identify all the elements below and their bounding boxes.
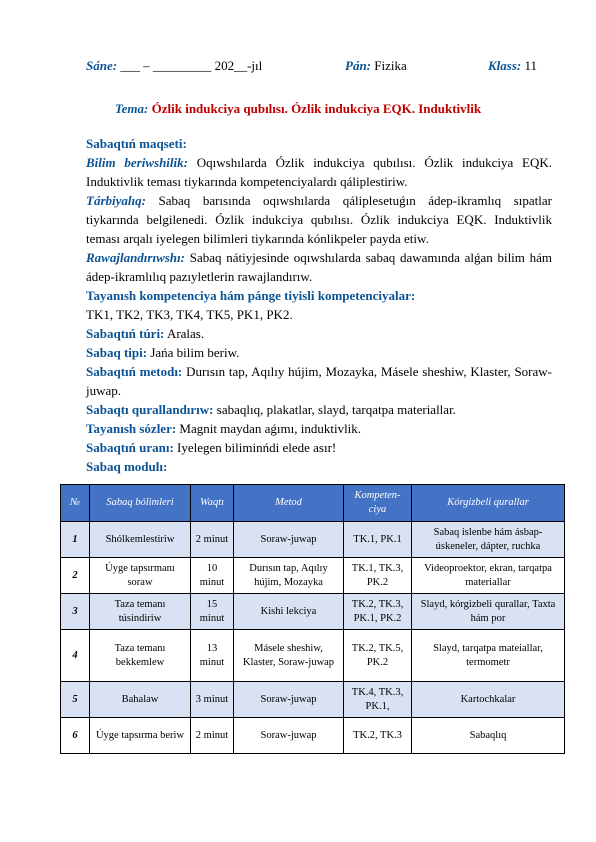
topic-line bbox=[0, 100, 596, 118]
keywords-label: Tayanısh sózler: bbox=[86, 421, 177, 436]
cell-time: 13 minut bbox=[191, 630, 234, 682]
motto-label: Sabaqtıń uranı: bbox=[86, 440, 174, 455]
subject-value: Fizika bbox=[374, 58, 407, 73]
table-row bbox=[61, 682, 565, 718]
table-header-row bbox=[61, 485, 565, 522]
column-header-sections: Sabaq bólimleri bbox=[90, 485, 191, 522]
table-row bbox=[61, 718, 565, 754]
development-label: Rawajlandırıwshı: bbox=[86, 250, 185, 265]
cell-time: 3 minut bbox=[191, 682, 234, 718]
upbringing-paragraph bbox=[86, 191, 552, 248]
cell-number: 1 bbox=[61, 522, 90, 558]
column-header-number: № bbox=[61, 485, 90, 522]
column-header-competence: Kompeten-ciya bbox=[344, 485, 412, 522]
kind-value: Jańa bilim beriw. bbox=[150, 345, 240, 360]
lesson-method bbox=[86, 362, 552, 400]
upbringing-text: Sabaq barısında oqıwshılarda qáliplesetuǵın ádep-ikramlıq sıpatlar tiykarında belgilenedi. Ózlik indukciya qubılısı. Ózlik indukciya EQK. Induktivlik teması arqalı iyelegen bilimleri tiykarında kónlikpeler payda etiw. bbox=[86, 193, 552, 246]
cell-section: Taza temanı bekkemlew bbox=[90, 630, 191, 682]
cell-visual-aids: Sabaq islenbe hám ásbap-úskeneler, dápter, ruchka bbox=[412, 522, 565, 558]
cell-competence: TK.1, PK.1 bbox=[344, 522, 412, 558]
table-row bbox=[61, 558, 565, 594]
cell-visual-aids: Videoproektor, ekran, tarqatpa materiallar bbox=[412, 558, 565, 594]
cell-number: 6 bbox=[61, 718, 90, 754]
upbringing-label: Tárbiyalıq: bbox=[86, 193, 146, 208]
topic-label: Tema: bbox=[114, 101, 149, 116]
cell-method: Durısın tap, Aqılıy hújim, Mozayka bbox=[234, 558, 344, 594]
cell-time: 10 minut bbox=[191, 558, 234, 594]
cell-time: 2 minut bbox=[191, 522, 234, 558]
aim-heading: Sabaqtıń maqseti: bbox=[86, 136, 187, 151]
lesson-type bbox=[86, 324, 552, 343]
column-header-visual-aids: Kórgizbeli qurallar bbox=[412, 485, 565, 522]
lesson-keywords bbox=[86, 419, 552, 438]
topic-title: Ózlik indukciya qubılısı. Ózlik indukciya EQK. Induktivlik bbox=[151, 101, 482, 116]
cell-method: Soraw-juwap bbox=[234, 718, 344, 754]
motto-value: Iyelegen biliminńdi elede asır! bbox=[177, 440, 337, 455]
cell-visual-aids: Slayd, tarqatpa mateiallar, termometr bbox=[412, 630, 565, 682]
education-paragraph bbox=[86, 153, 552, 191]
cell-method: Másele sheshiw, Klaster, Soraw-juwap bbox=[234, 630, 344, 682]
competence-heading: Tayanısh kompetenciya hám pánge tiyisli kompetenciyalar: bbox=[86, 288, 416, 303]
class-value: 11 bbox=[524, 58, 538, 73]
cell-number: 5 bbox=[61, 682, 90, 718]
keywords-value: Magnit maydan aǵımı, induktivlik. bbox=[179, 421, 362, 436]
class-label: Klass: bbox=[488, 58, 522, 73]
cell-section: Úyge tapsırmanı soraw bbox=[90, 558, 191, 594]
cell-competence: TK.2, TK.3 bbox=[344, 718, 412, 754]
competence-text: TK1, TK2, TK3, TK4, TK5, PK1, PK2. bbox=[86, 307, 293, 322]
cell-competence: TK.1, TK.3, PK.2 bbox=[344, 558, 412, 594]
type-value: Aralas. bbox=[166, 326, 205, 341]
cell-visual-aids: Kartochkalar bbox=[412, 682, 565, 718]
cell-section: Bahalaw bbox=[90, 682, 191, 718]
type-label: Sabaqtıń túri: bbox=[86, 326, 165, 341]
cell-method: Kishi lekciya bbox=[234, 594, 344, 630]
column-header-method: Metod bbox=[234, 485, 344, 522]
lesson-equipment bbox=[86, 400, 552, 419]
equipment-label: Sabaqtı qurallandırıw: bbox=[86, 402, 214, 417]
education-text: Oqıwshılarda Ózlik indukciya qubılısı. Ózlik indukciya EQK. Induktivlik teması tiykarında kompetenciyalardı qáliplestiriw. bbox=[86, 155, 552, 189]
cell-time: 15 minut bbox=[191, 594, 234, 630]
header-line bbox=[86, 57, 546, 75]
cell-number: 3 bbox=[61, 594, 90, 630]
cell-time: 2 minut bbox=[191, 718, 234, 754]
lesson-kind bbox=[86, 343, 552, 362]
table-row bbox=[61, 522, 565, 558]
cell-number: 4 bbox=[61, 630, 90, 682]
subject-label: Pán: bbox=[345, 58, 371, 73]
column-header-time: Waqtı bbox=[191, 485, 234, 522]
education-label: Bilim beriwshilik: bbox=[86, 155, 188, 170]
development-text: Sabaq nátiyjesinde oqıwshılarda sabaq dawamında alǵan bilim hám ádep-ikramlılıq pazıyletlerin rawajlandırıw. bbox=[86, 250, 553, 284]
lesson-plan-body bbox=[86, 134, 552, 476]
lesson-motto bbox=[86, 438, 552, 457]
cell-competence: TK.2, TK.5, PK.2 bbox=[344, 630, 412, 682]
date-value: ___ – _________ 202__-jıl bbox=[120, 58, 263, 73]
method-value: Durısın tap, Aqılıy hújim, Mozayka, Másele sheshiw, Klaster, Soraw-juwap. bbox=[86, 364, 552, 398]
table-row bbox=[61, 594, 565, 630]
development-paragraph bbox=[86, 248, 552, 286]
cell-competence: TK.4, TK.3, PK.1, bbox=[344, 682, 412, 718]
subject-field bbox=[345, 57, 407, 75]
cell-section: Taza temanı túsindiriw bbox=[90, 594, 191, 630]
class-field bbox=[488, 57, 537, 75]
cell-visual-aids: Sabaqlıq bbox=[412, 718, 565, 754]
date-field bbox=[86, 57, 262, 75]
cell-section: Úyge tapsırma beriw bbox=[90, 718, 191, 754]
date-label: Sáne: bbox=[86, 58, 118, 73]
cell-section: Shólkemlestiriw bbox=[90, 522, 191, 558]
equipment-value: sabaqlıq, plakatlar, slayd, tarqatpa materiallar. bbox=[216, 402, 456, 417]
module-heading: Sabaq modulı: bbox=[86, 459, 168, 474]
lesson-module-table bbox=[60, 484, 565, 754]
method-label: Sabaqtıń metodı: bbox=[86, 364, 183, 379]
table-row bbox=[61, 630, 565, 682]
cell-visual-aids: Slayd, kórgizbeli qurallar, Taxta hám por bbox=[412, 594, 565, 630]
cell-number: 2 bbox=[61, 558, 90, 594]
kind-label: Sabaq tipi: bbox=[86, 345, 148, 360]
cell-method: Soraw-juwap bbox=[234, 682, 344, 718]
cell-method: Soraw-juwap bbox=[234, 522, 344, 558]
cell-competence: TK.2, TK.3, PK.1, PK.2 bbox=[344, 594, 412, 630]
